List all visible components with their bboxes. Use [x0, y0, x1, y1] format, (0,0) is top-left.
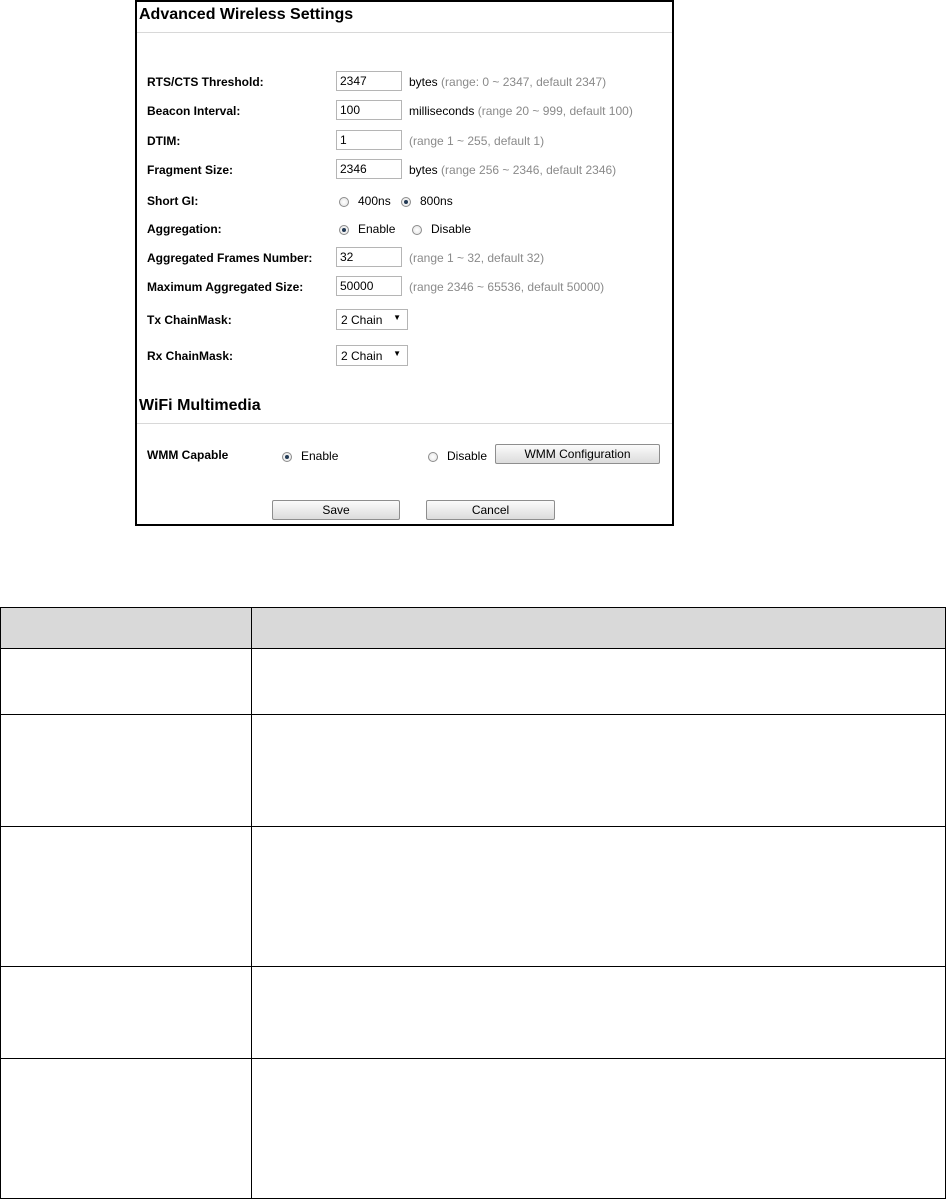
- wmm-configuration-button[interactable]: WMM Configuration: [495, 444, 660, 464]
- wmm-disable-option[interactable]: [428, 449, 487, 463]
- table-row: [1, 827, 946, 967]
- rx-chainmask-value: 2 Chain: [341, 349, 383, 363]
- table-cell: [252, 649, 946, 715]
- save-button[interactable]: Save: [272, 500, 400, 520]
- agg-frames-input[interactable]: [336, 247, 402, 267]
- table-cell: [1, 715, 252, 827]
- aggregation-disable-radio[interactable]: [412, 225, 422, 235]
- aggregation-disable-option[interactable]: [412, 222, 471, 236]
- fragment-range: (range 256 ~ 2346, default 2346): [441, 163, 617, 177]
- dtim-label: DTIM:: [147, 134, 181, 148]
- short-gi-400-label: 400ns: [358, 194, 391, 208]
- table-cell: [252, 827, 946, 967]
- beacon-unit: milliseconds: [409, 104, 475, 118]
- beacon-hint: [409, 104, 633, 118]
- aggregation-row: [137, 218, 672, 244]
- dtim-hint: [409, 134, 544, 148]
- rts-row: [137, 71, 672, 97]
- fragment-unit: bytes: [409, 163, 438, 177]
- beacon-interval-input[interactable]: [336, 100, 402, 120]
- agg-frames-row: [137, 247, 672, 273]
- fragment-row: [137, 159, 672, 185]
- wmm-row: [137, 444, 672, 470]
- table-header-cell: [252, 608, 946, 649]
- aggregation-enable-radio[interactable]: [339, 225, 349, 235]
- aggregation-enable-label: Enable: [358, 222, 396, 236]
- tx-chainmask-row: [137, 309, 672, 335]
- table-cell: [252, 715, 946, 827]
- agg-frames-hint: [409, 251, 544, 265]
- aggregation-disable-label: Disable: [431, 222, 472, 236]
- agg-size-input[interactable]: [336, 276, 402, 296]
- fragment-size-input[interactable]: [336, 159, 402, 179]
- beacon-row: [137, 100, 672, 126]
- rx-chainmask-label: Rx ChainMask:: [147, 349, 234, 363]
- short-gi-row: [137, 190, 672, 216]
- agg-size-label: Maximum Aggregated Size:: [147, 280, 304, 294]
- page-title: Advanced Wireless Settings: [139, 6, 354, 23]
- rx-chainmask-select[interactable]: [336, 345, 408, 366]
- table-cell: [1, 649, 252, 715]
- table-header-row: [1, 608, 946, 649]
- wmm-section-title: WiFi Multimedia: [139, 397, 261, 414]
- aggregation-enable-option[interactable]: [339, 222, 395, 236]
- cancel-button[interactable]: Cancel: [426, 500, 555, 520]
- agg-size-hint: [409, 280, 604, 294]
- agg-frames-label: Aggregated Frames Number:: [147, 251, 313, 265]
- short-gi-400-radio[interactable]: [339, 197, 349, 207]
- short-gi-800-radio[interactable]: [401, 197, 411, 207]
- description-table: [0, 607, 946, 1199]
- fragment-hint: [409, 163, 616, 177]
- short-gi-800-label: 800ns: [420, 194, 453, 208]
- aggregation-label: Aggregation:: [147, 222, 222, 236]
- table-row: [1, 715, 946, 827]
- title-divider: [137, 32, 672, 33]
- beacon-range: (range 20 ~ 999, default 100): [477, 104, 633, 118]
- fragment-label: Fragment Size:: [147, 163, 234, 177]
- table-cell: [1, 827, 252, 967]
- rts-hint: [409, 75, 606, 89]
- tx-chainmask-select[interactable]: [336, 309, 408, 330]
- table-cell: [252, 967, 946, 1059]
- agg-frames-range: (range 1 ~ 32, default 32): [409, 251, 545, 265]
- chevron-down-icon: ▼: [393, 349, 401, 358]
- table-header-cell: [1, 608, 252, 649]
- table-cell: [1, 1059, 252, 1199]
- short-gi-label: Short GI:: [147, 194, 199, 208]
- tx-chainmask-label: Tx ChainMask:: [147, 313, 232, 327]
- settings-panel: [135, 0, 674, 526]
- rts-label: RTS/CTS Threshold:: [147, 75, 264, 89]
- beacon-label: Beacon Interval:: [147, 104, 241, 118]
- wmm-disable-radio[interactable]: [428, 452, 438, 462]
- agg-size-row: [137, 276, 672, 302]
- wmm-enable-option[interactable]: [282, 449, 338, 463]
- table-row: [1, 967, 946, 1059]
- agg-size-range: (range 2346 ~ 65536, default 50000): [409, 280, 605, 294]
- dtim-row: [137, 130, 672, 156]
- table-cell: [1, 967, 252, 1059]
- wmm-capable-label: WMM Capable: [147, 448, 229, 462]
- rts-threshold-input[interactable]: [336, 71, 402, 91]
- rts-unit: bytes: [409, 75, 438, 89]
- tx-chainmask-value: 2 Chain: [341, 313, 383, 327]
- chevron-down-icon: ▼: [393, 313, 401, 322]
- wmm-divider: [137, 423, 672, 424]
- rts-range: (range: 0 ~ 2347, default 2347): [441, 75, 607, 89]
- table-cell: [252, 1059, 946, 1199]
- wmm-enable-radio[interactable]: [282, 452, 292, 462]
- short-gi-400-option[interactable]: [339, 194, 391, 208]
- short-gi-800-option[interactable]: [401, 194, 453, 208]
- wmm-disable-label: Disable: [447, 449, 488, 463]
- table-row: [1, 1059, 946, 1199]
- wmm-enable-label: Enable: [301, 449, 339, 463]
- rx-chainmask-row: [137, 345, 672, 371]
- dtim-range: (range 1 ~ 255, default 1): [409, 134, 545, 148]
- table-row: [1, 649, 946, 715]
- dtim-input[interactable]: [336, 130, 402, 150]
